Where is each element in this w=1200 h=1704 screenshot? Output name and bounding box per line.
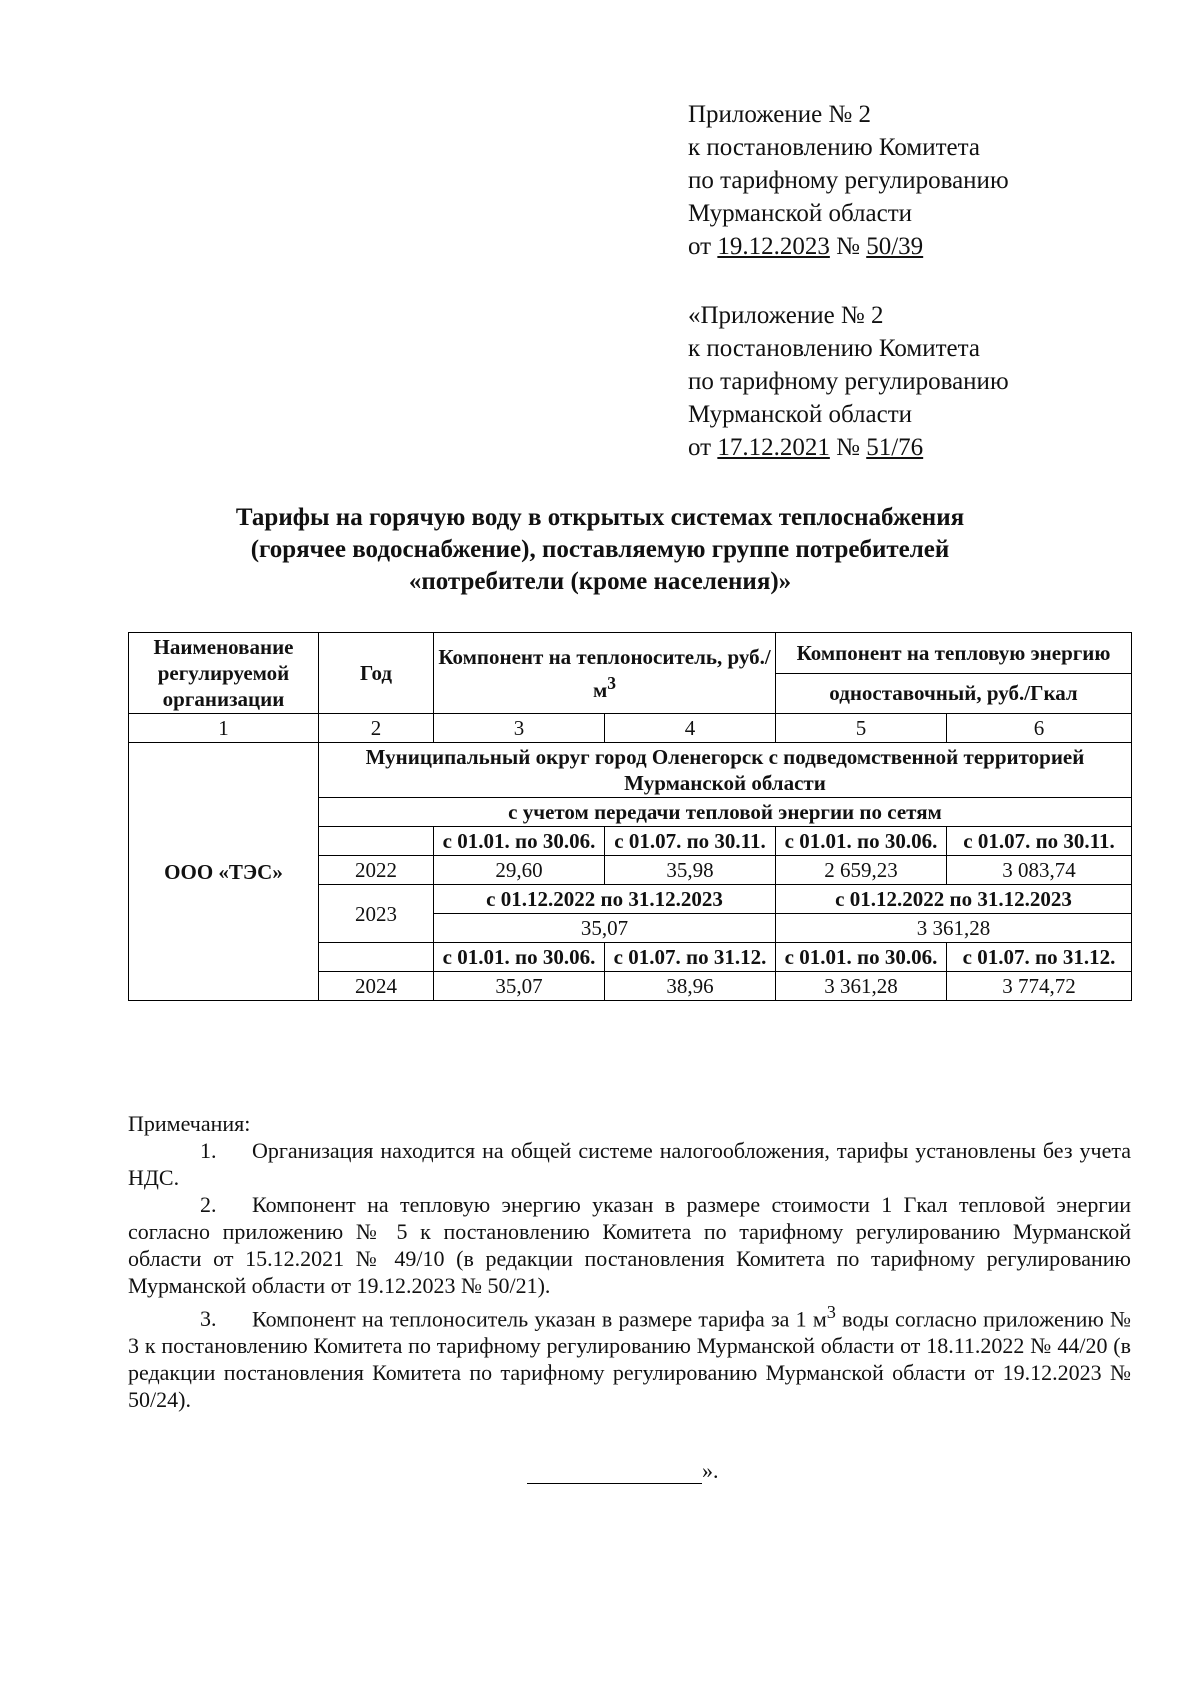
value-cell: 3 774,72 bbox=[947, 972, 1132, 1001]
title-line: «потребители (кроме населения)» bbox=[408, 568, 792, 595]
annex-date-line bbox=[688, 230, 1009, 263]
annex-line: к постановлению Комитета bbox=[688, 335, 980, 362]
territory: Муниципальный округ город Оленегорск с подведомственной территорией Мурманской области bbox=[319, 743, 1132, 798]
note-number: 1. bbox=[200, 1138, 217, 1163]
value-cell: 35,07 bbox=[434, 972, 605, 1001]
value-cell: 35,98 bbox=[605, 856, 776, 885]
signature-line bbox=[527, 1463, 702, 1484]
title-line: (горячее водоснабжение), поставляемую группе потребителей bbox=[250, 536, 950, 563]
year-cell: 2024 bbox=[319, 972, 434, 1001]
value-cell: 35,07 bbox=[434, 914, 776, 943]
annex-header-current bbox=[688, 98, 1009, 263]
col-number: 3 bbox=[434, 714, 605, 743]
annex-date-line bbox=[688, 431, 1009, 464]
annex-line: Приложение № 2 bbox=[688, 101, 872, 128]
period-cell: с 01.01. по 30.06. bbox=[776, 943, 947, 972]
annex-line: по тарифному регулированию bbox=[688, 368, 1009, 395]
period-cell: с 01.07. по 30.11. bbox=[947, 827, 1132, 856]
annex-date: 19.12.2023 bbox=[717, 233, 830, 260]
date-prefix: от bbox=[688, 434, 718, 461]
note-text: воды согласно приложению № 3 к постановлению Комитета по тарифному регулированию Мурманской области от 18.11.2022 № 44/20 (в редакции постановления Комитета по тарифному регулированию Мурманской области от 19.12.2023 № 50/24). bbox=[128, 1306, 1131, 1413]
period-cell: с 01.01. по 30.06. bbox=[776, 827, 947, 856]
note-number: 2. bbox=[200, 1192, 217, 1217]
period-cell: с 01.07. по 31.12. bbox=[605, 943, 776, 972]
annex-number: 51/76 bbox=[866, 434, 924, 461]
note-item bbox=[128, 1299, 1131, 1413]
tariff-table bbox=[128, 632, 1132, 1001]
header-year: Год bbox=[319, 633, 434, 714]
note-text: Компонент на тепловую энергию указан в размере стоимости 1 Гкал тепловой энергии согласно приложению № 5 к постановлению Комитета по тарифному регулированию Мурманской области от 15.12.2021 № 49/10 (в редакции постановления Комитета по тарифному регулированию Мурманской области от 19.12.2023 № 50/21). bbox=[128, 1192, 1131, 1298]
value-cell: 3 361,28 bbox=[776, 972, 947, 1001]
period-cell: с 01.07. по 31.12. bbox=[947, 943, 1132, 972]
table-row bbox=[129, 743, 1132, 798]
annex-line: «Приложение № 2 bbox=[688, 302, 884, 329]
col-number: 4 bbox=[605, 714, 776, 743]
org-name: ООО «ТЭС» bbox=[129, 743, 319, 1001]
title-line: Тарифы на горячую воду в открытых системах теплоснабжения bbox=[235, 504, 965, 531]
document-title bbox=[130, 502, 1070, 598]
col-number: 1 bbox=[129, 714, 319, 743]
col-number: 2 bbox=[319, 714, 434, 743]
column-number-row bbox=[129, 714, 1132, 743]
annex-line: Мурманской области bbox=[688, 401, 913, 428]
period-cell: с 01.12.2022 по 31.12.2023 bbox=[776, 885, 1132, 914]
value-cell: 2 659,23 bbox=[776, 856, 947, 885]
subtitle: с учетом передачи тепловой энергии по сетям bbox=[319, 798, 1132, 827]
col-number: 5 bbox=[776, 714, 947, 743]
header-energy: Компонент на тепловую энергию bbox=[776, 633, 1132, 674]
annex-line: к постановлению Комитета bbox=[688, 134, 980, 161]
value-cell: 3 083,74 bbox=[947, 856, 1132, 885]
note-text: Организация находится на общей системе налогообложения, тарифы установлены без учета НДС. bbox=[128, 1138, 1131, 1190]
note-number: 3. bbox=[200, 1306, 217, 1332]
value-cell: 3 361,28 bbox=[776, 914, 1132, 943]
note-item bbox=[128, 1191, 1131, 1299]
date-prefix: от bbox=[688, 233, 718, 260]
notes-heading: Примечания: bbox=[128, 1111, 251, 1136]
closing-mark: ». bbox=[702, 1458, 719, 1483]
empty-cell bbox=[319, 943, 434, 972]
note-item bbox=[128, 1137, 1131, 1191]
year-cell: 2023 bbox=[319, 885, 434, 943]
value-cell: 38,96 bbox=[605, 972, 776, 1001]
note-sup: 3 bbox=[826, 1302, 836, 1322]
header-org: Наименование регулируемой организации bbox=[129, 633, 319, 714]
header-energy-sub: одноставочный, руб./Гкал bbox=[776, 673, 1132, 714]
annex-line: Мурманской области bbox=[688, 200, 913, 227]
header-coolant-sup: 3 bbox=[607, 672, 617, 693]
value-cell: 29,60 bbox=[434, 856, 605, 885]
header-coolant-text: Компонент на теплоноситель, руб./м bbox=[438, 644, 771, 702]
col-number: 6 bbox=[947, 714, 1132, 743]
note-text: Компонент на теплоноситель указан в размере тарифа за 1 м bbox=[252, 1306, 827, 1332]
annex-header-previous bbox=[688, 299, 1009, 464]
period-cell: с 01.07. по 30.11. bbox=[605, 827, 776, 856]
annex-number: 50/39 bbox=[866, 233, 924, 260]
number-prefix: № bbox=[829, 434, 867, 461]
empty-cell bbox=[319, 827, 434, 856]
annex-date: 17.12.2021 bbox=[717, 434, 830, 461]
notes-section bbox=[128, 1110, 1131, 1413]
period-cell: с 01.01. по 30.06. bbox=[434, 943, 605, 972]
year-cell: 2022 bbox=[319, 856, 434, 885]
annex-line: по тарифному регулированию bbox=[688, 167, 1009, 194]
number-prefix: № bbox=[829, 233, 867, 260]
closing-line bbox=[527, 1458, 719, 1484]
period-cell: с 01.01. по 30.06. bbox=[434, 827, 605, 856]
period-cell: с 01.12.2022 по 31.12.2023 bbox=[434, 885, 776, 914]
header-coolant bbox=[434, 633, 776, 714]
